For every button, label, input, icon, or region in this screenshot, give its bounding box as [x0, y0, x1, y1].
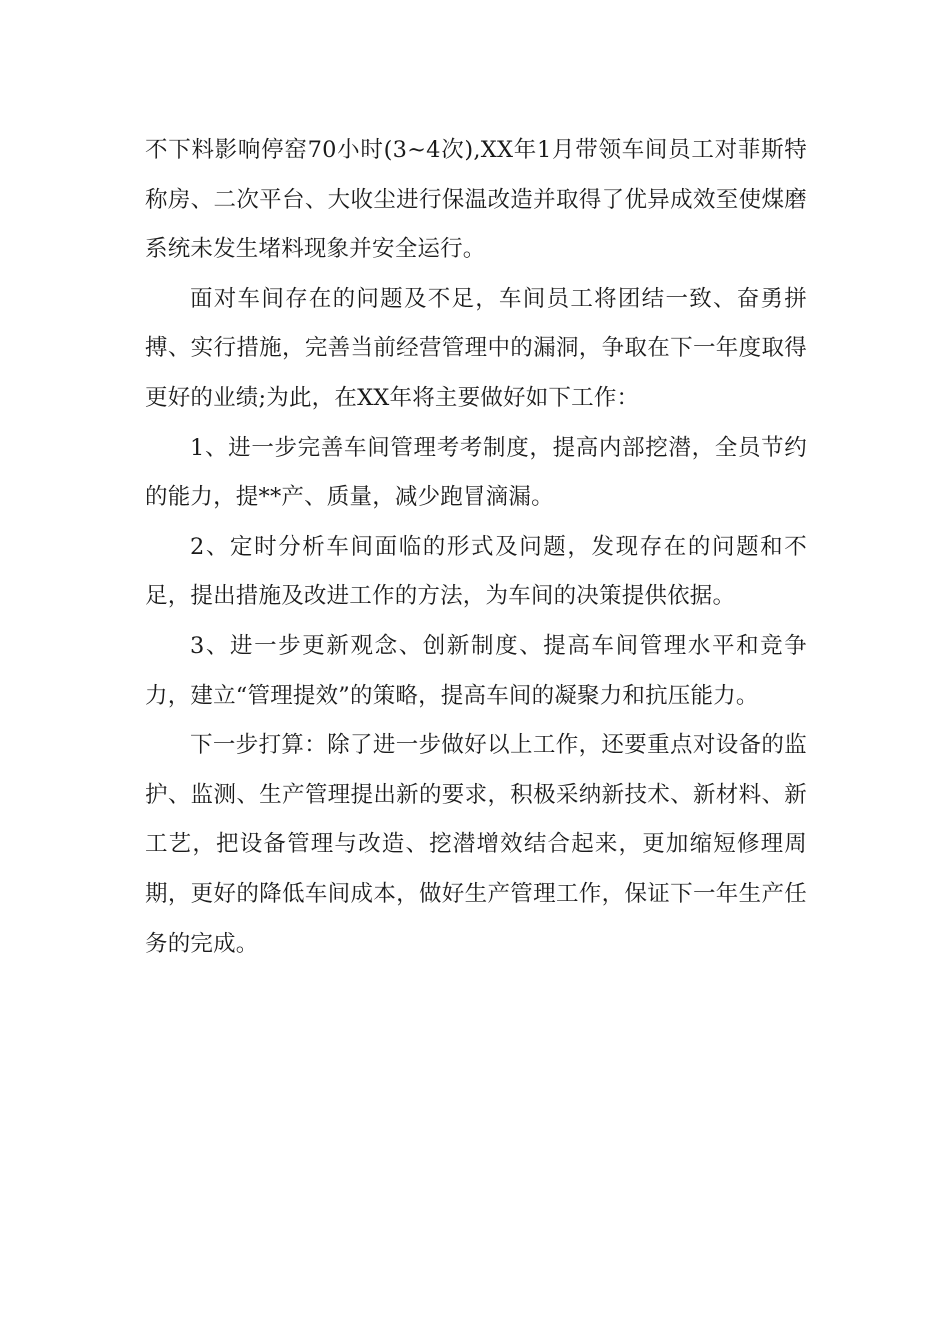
document-body: [145, 126, 807, 969]
paragraph-continuation: 不下料影响停窑70小时(3~4次),XX年1月带领车间员工对菲斯特称房、二次平台、大收尘进行保温改造并取得了优异成效至使煤磨系统未发生堵料现象并安全运行。: [145, 137, 807, 263]
paragraph-item-2: 2、定时分析车间面临的形式及问题，发现存在的问题和不足，提出措施及改进工作的方法，为车间的决策提供依据。: [145, 533, 807, 610]
paragraph-problems: 面对车间存在的问题及不足，车间员工将团结一致、奋勇拼搏、实行措施，完善当前经营管理中的漏洞，争取在下一年度取得更好的业绩;为此，在XX年将主要做好如下工作：: [145, 285, 807, 411]
paragraph-item-1: 1、进一步完善车间管理考考制度，提高内部挖潜，全员节约的能力，提**产、质量，减少跑冒滴漏。: [145, 434, 807, 511]
paragraph-item-3: 3、进一步更新观念、创新制度、提高车间管理水平和竞争力，建立“管理提效”的策略，提高车间的凝聚力和抗压能力。: [145, 632, 807, 709]
paragraph-next-steps: 下一步打算：除了进一步做好以上工作，还要重点对设备的监护、监测、生产管理提出新的要求，积极采纳新技术、新材料、新工艺，把设备管理与改造、挖潜增效结合起来，更加缩短修理周期，更好的降低车间成本，做好生产管理工作，保证下一年生产任务的完成。: [145, 732, 807, 957]
